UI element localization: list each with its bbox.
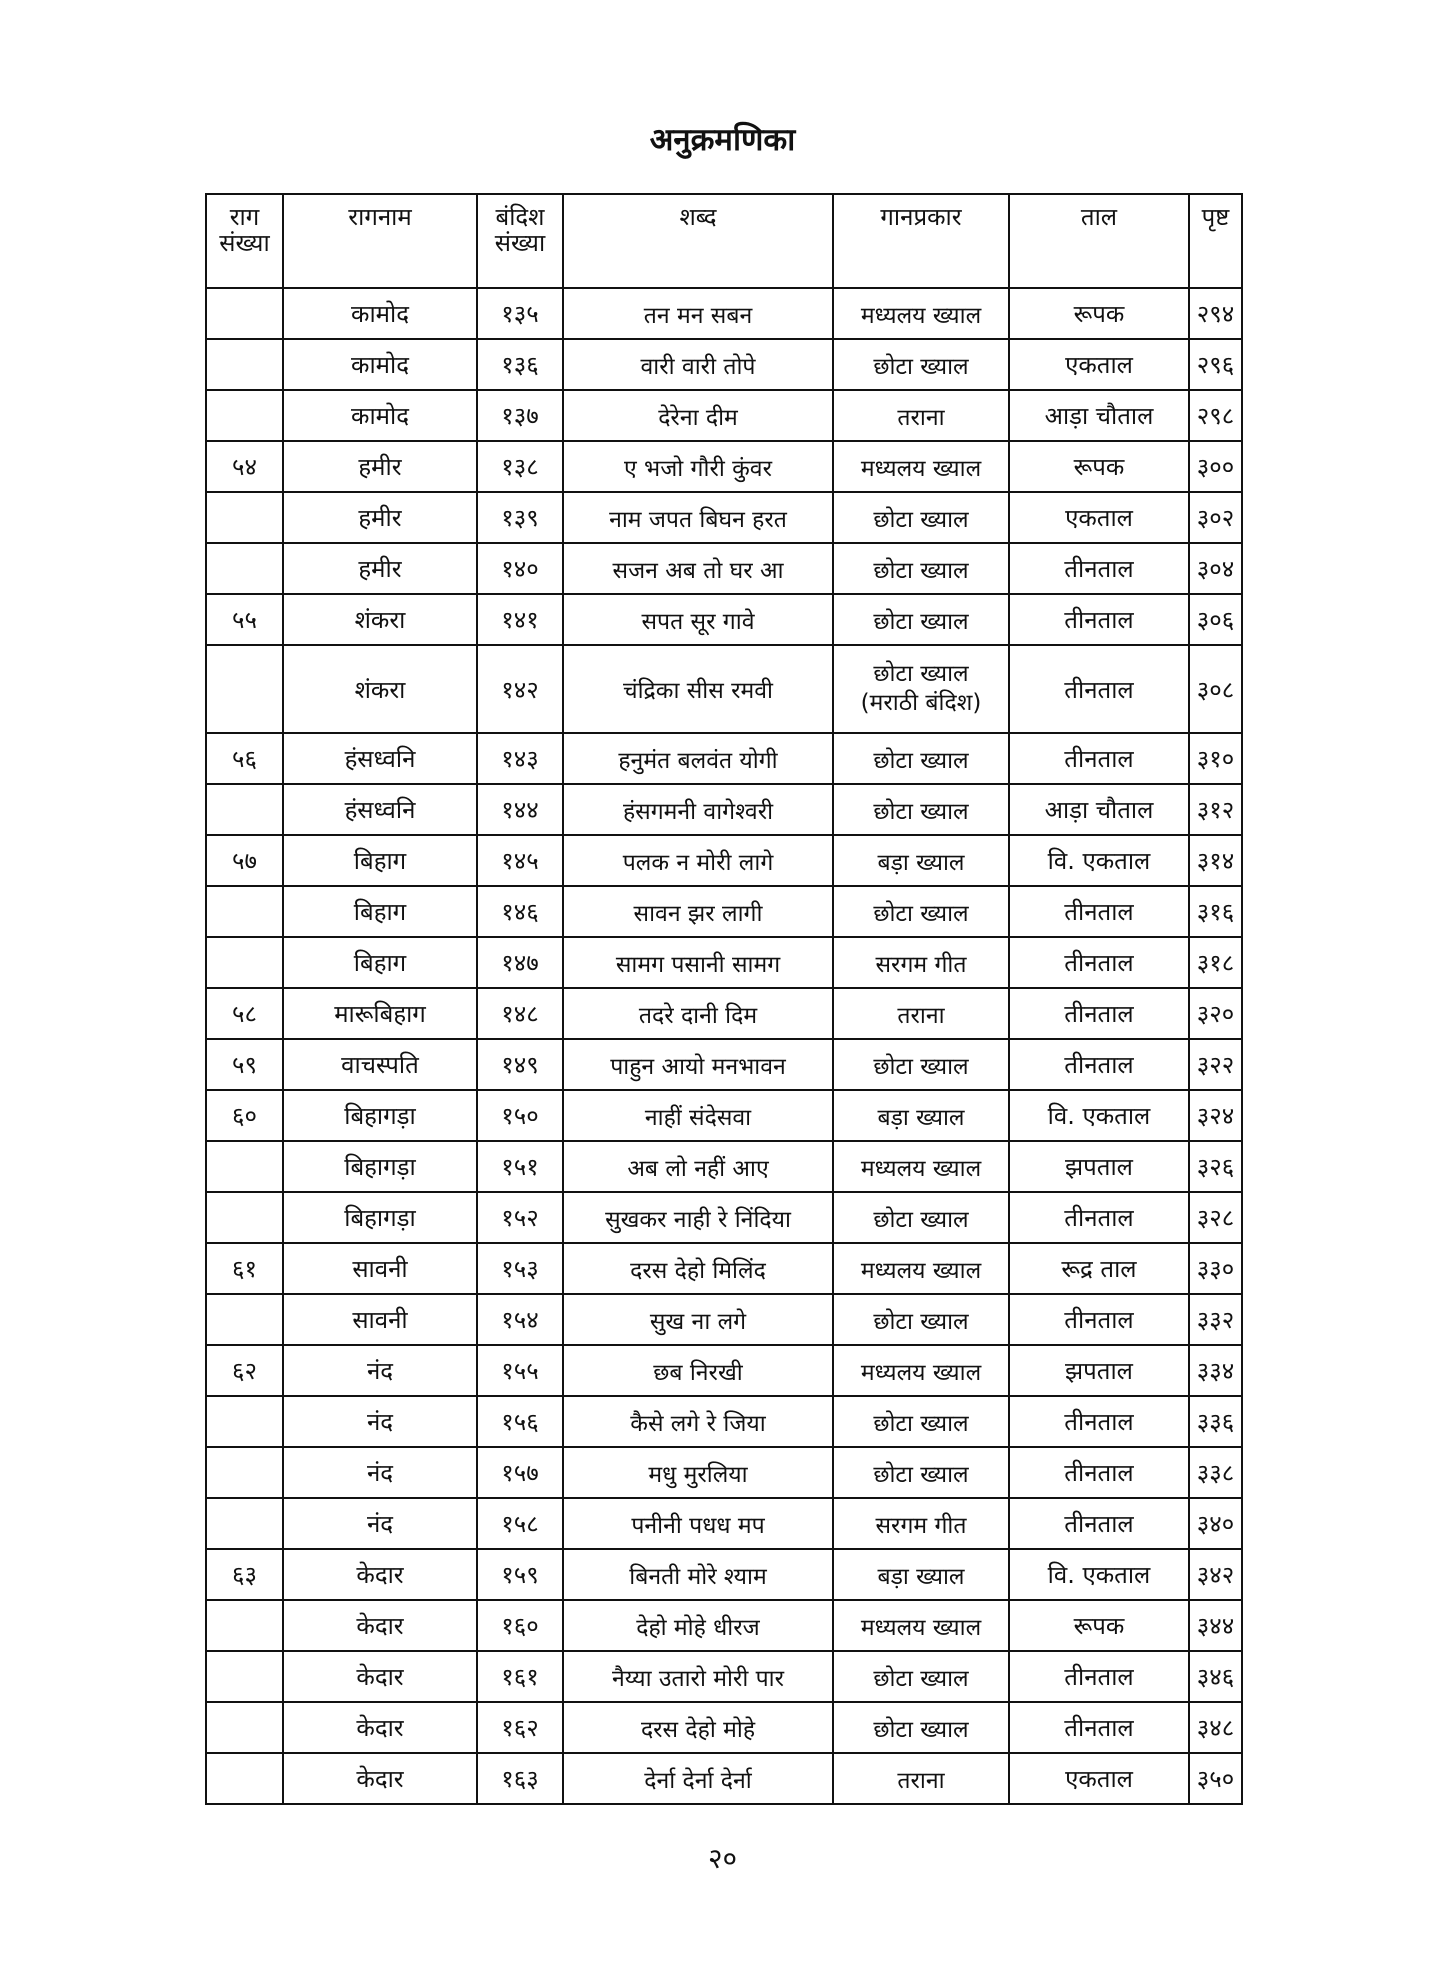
cell-gaanprakar: छोटा ख्याल	[833, 1651, 1009, 1702]
cell-raagnaam: सावनी	[283, 1243, 477, 1294]
cell-gaanprakar: छोटा ख्याल	[833, 594, 1009, 645]
cell-raag-sankhya	[206, 886, 283, 937]
table-header-row	[206, 194, 1242, 288]
cell-bandish-sankhya: १६१	[477, 1651, 563, 1702]
cell-raag-sankhya: ५७	[206, 835, 283, 886]
cell-prishth: ३२८	[1189, 1192, 1242, 1243]
cell-gaanprakar: छोटा ख्याल	[833, 1396, 1009, 1447]
cell-gaanprakar: तराना	[833, 390, 1009, 441]
cell-raagnaam: हमीर	[283, 543, 477, 594]
cell-gaanprakar: मध्यलय ख्याल	[833, 1243, 1009, 1294]
cell-raag-sankhya: ६०	[206, 1090, 283, 1141]
header-raag-sankhya: राग संख्या	[206, 194, 283, 288]
cell-raag-sankhya: ५५	[206, 594, 283, 645]
cell-gaanprakar: छोटा ख्याल	[833, 492, 1009, 543]
cell-gaanprakar: सरगम गीत	[833, 937, 1009, 988]
cell-gaanprakar: मध्यलय ख्याल	[833, 1141, 1009, 1192]
cell-gaanprakar: बड़ा ख्याल	[833, 835, 1009, 886]
cell-prishth: ३१०	[1189, 733, 1242, 784]
table-row	[206, 1651, 1242, 1702]
cell-taal: वि. एकताल	[1009, 835, 1189, 886]
cell-raag-sankhya	[206, 492, 283, 543]
cell-raag-sankhya	[206, 1192, 283, 1243]
cell-prishth: ३३६	[1189, 1396, 1242, 1447]
cell-shabd: नाहीं संदेसवा	[563, 1090, 833, 1141]
cell-prishth: ३४०	[1189, 1498, 1242, 1549]
cell-shabd: हनुमंत बलवंत योगी	[563, 733, 833, 784]
table-row	[206, 1549, 1242, 1600]
cell-raagnaam: कामोद	[283, 339, 477, 390]
cell-gaanprakar: छोटा ख्याल	[833, 1702, 1009, 1753]
cell-prishth: ३४६	[1189, 1651, 1242, 1702]
cell-taal: रूद्र ताल	[1009, 1243, 1189, 1294]
cell-raag-sankhya	[206, 784, 283, 835]
cell-prishth: ३०८	[1189, 645, 1242, 733]
cell-prishth: ३३०	[1189, 1243, 1242, 1294]
cell-bandish-sankhya: १३६	[477, 339, 563, 390]
cell-prishth: ३१६	[1189, 886, 1242, 937]
cell-raagnaam: बिहाग	[283, 937, 477, 988]
cell-raagnaam: शंकरा	[283, 594, 477, 645]
cell-bandish-sankhya: १४३	[477, 733, 563, 784]
cell-gaanprakar: मध्यलय ख्याल	[833, 1345, 1009, 1396]
cell-gaanprakar: छोटा ख्याल	[833, 1294, 1009, 1345]
cell-taal: आड़ा चौताल	[1009, 390, 1189, 441]
cell-raagnaam: हमीर	[283, 492, 477, 543]
cell-raag-sankhya	[206, 1396, 283, 1447]
cell-raag-sankhya	[206, 390, 283, 441]
cell-taal: रूपक	[1009, 441, 1189, 492]
cell-bandish-sankhya: १५८	[477, 1498, 563, 1549]
cell-bandish-sankhya: १४५	[477, 835, 563, 886]
table-row	[206, 1498, 1242, 1549]
cell-shabd: मधु मुरलिया	[563, 1447, 833, 1498]
cell-taal: तीनताल	[1009, 937, 1189, 988]
cell-prishth: २९६	[1189, 339, 1242, 390]
cell-taal: रूपक	[1009, 1600, 1189, 1651]
cell-shabd: छब निरखी	[563, 1345, 833, 1396]
cell-raag-sankhya: ६२	[206, 1345, 283, 1396]
cell-gaanprakar: सरगम गीत	[833, 1498, 1009, 1549]
table-row	[206, 1243, 1242, 1294]
cell-taal: रूपक	[1009, 288, 1189, 339]
cell-bandish-sankhya: १६०	[477, 1600, 563, 1651]
cell-taal: तीनताल	[1009, 1702, 1189, 1753]
cell-raagnaam: बिहागड़ा	[283, 1090, 477, 1141]
cell-raagnaam: नंद	[283, 1498, 477, 1549]
table-row	[206, 1753, 1242, 1804]
cell-taal: एकताल	[1009, 1753, 1189, 1804]
cell-prishth: ३३८	[1189, 1447, 1242, 1498]
cell-raagnaam: बिहाग	[283, 835, 477, 886]
cell-prishth: ३५०	[1189, 1753, 1242, 1804]
table-row	[206, 937, 1242, 988]
cell-taal: झपताल	[1009, 1141, 1189, 1192]
cell-shabd: बिनती मोरे श्याम	[563, 1549, 833, 1600]
cell-raag-sankhya	[206, 937, 283, 988]
cell-taal: तीनताल	[1009, 594, 1189, 645]
table-row	[206, 543, 1242, 594]
cell-gaanprakar: छोटा ख्याल	[833, 339, 1009, 390]
cell-raag-sankhya: ५६	[206, 733, 283, 784]
cell-bandish-sankhya: १६२	[477, 1702, 563, 1753]
cell-taal: तीनताल	[1009, 1447, 1189, 1498]
cell-raagnaam: वाचस्पति	[283, 1039, 477, 1090]
cell-gaanprakar: छोटा ख्याल	[833, 886, 1009, 937]
cell-taal: एकताल	[1009, 339, 1189, 390]
cell-raagnaam: नंद	[283, 1396, 477, 1447]
cell-raag-sankhya: ६१	[206, 1243, 283, 1294]
cell-shabd: देहो मोहे धीरज	[563, 1600, 833, 1651]
cell-raagnaam: केदार	[283, 1600, 477, 1651]
index-table	[205, 193, 1243, 1805]
cell-bandish-sankhya: १३८	[477, 441, 563, 492]
cell-shabd: सावन झर लागी	[563, 886, 833, 937]
table-row	[206, 645, 1242, 733]
table-row	[206, 1702, 1242, 1753]
cell-raagnaam: हमीर	[283, 441, 477, 492]
cell-gaanprakar: छोटा ख्याल	[833, 543, 1009, 594]
header-prishth: पृष्ट	[1189, 194, 1242, 288]
cell-prishth: ३१४	[1189, 835, 1242, 886]
cell-bandish-sankhya: १५५	[477, 1345, 563, 1396]
cell-taal: आड़ा चौताल	[1009, 784, 1189, 835]
cell-raag-sankhya	[206, 339, 283, 390]
table-row	[206, 1141, 1242, 1192]
cell-raagnaam: नंद	[283, 1345, 477, 1396]
cell-raagnaam: बिहाग	[283, 886, 477, 937]
cell-shabd: नाम जपत बिघन हरत	[563, 492, 833, 543]
header-raagnaam: रागनाम	[283, 194, 477, 288]
cell-taal: वि. एकताल	[1009, 1090, 1189, 1141]
cell-bandish-sankhya: १५१	[477, 1141, 563, 1192]
header-shabd: शब्द	[563, 194, 833, 288]
header-taal: ताल	[1009, 194, 1189, 288]
table-row	[206, 1345, 1242, 1396]
cell-gaanprakar: छोटा ख्याल	[833, 784, 1009, 835]
cell-shabd: अब लो नहीं आए	[563, 1141, 833, 1192]
cell-gaanprakar: बड़ा ख्याल	[833, 1549, 1009, 1600]
cell-gaanprakar: मध्यलय ख्याल	[833, 441, 1009, 492]
cell-raagnaam: मारूबिहाग	[283, 988, 477, 1039]
cell-taal: तीनताल	[1009, 645, 1189, 733]
cell-raag-sankhya	[206, 288, 283, 339]
cell-shabd: तदरे दानी दिम	[563, 988, 833, 1039]
cell-shabd: तन मन सबन	[563, 288, 833, 339]
cell-raagnaam: कामोद	[283, 288, 477, 339]
cell-taal: तीनताल	[1009, 988, 1189, 1039]
cell-shabd: देर्ना देर्ना देर्ना	[563, 1753, 833, 1804]
cell-gaanprakar: तराना	[833, 988, 1009, 1039]
cell-taal: तीनताल	[1009, 1498, 1189, 1549]
cell-bandish-sankhya: १४६	[477, 886, 563, 937]
cell-shabd: सपत सूर गावे	[563, 594, 833, 645]
cell-prishth: ३४४	[1189, 1600, 1242, 1651]
table-row	[206, 988, 1242, 1039]
table-row	[206, 1447, 1242, 1498]
cell-raag-sankhya: ५९	[206, 1039, 283, 1090]
table-row	[206, 390, 1242, 441]
cell-shabd: दरस देहो मिलिंद	[563, 1243, 833, 1294]
cell-bandish-sankhya: १४४	[477, 784, 563, 835]
cell-gaanprakar: छोटा ख्याल	[833, 1192, 1009, 1243]
cell-raagnaam: शंकरा	[283, 645, 477, 733]
cell-shabd: चंद्रिका सीस रमवी	[563, 645, 833, 733]
gaanprakar-note: (मराठी बंदिश)	[860, 690, 982, 716]
cell-bandish-sankhya: १४२	[477, 645, 563, 733]
cell-prishth: ३०६	[1189, 594, 1242, 645]
page-title: अनुक्रमणिका	[649, 122, 796, 158]
cell-raag-sankhya: ५४	[206, 441, 283, 492]
cell-taal: वि. एकताल	[1009, 1549, 1189, 1600]
cell-raag-sankhya	[206, 1651, 283, 1702]
cell-prishth: ३२२	[1189, 1039, 1242, 1090]
cell-raagnaam: केदार	[283, 1753, 477, 1804]
cell-raag-sankhya	[206, 1141, 283, 1192]
cell-prishth: ३१२	[1189, 784, 1242, 835]
table-body	[206, 288, 1242, 1804]
cell-raag-sankhya	[206, 543, 283, 594]
cell-prishth: ३२६	[1189, 1141, 1242, 1192]
cell-prishth: ३००	[1189, 441, 1242, 492]
cell-prishth: २९८	[1189, 390, 1242, 441]
cell-gaanprakar	[833, 645, 1009, 733]
cell-gaanprakar: बड़ा ख्याल	[833, 1090, 1009, 1141]
cell-bandish-sankhya: १४०	[477, 543, 563, 594]
cell-raag-sankhya	[206, 1702, 283, 1753]
table-row	[206, 594, 1242, 645]
table-row	[206, 1396, 1242, 1447]
cell-raagnaam: केदार	[283, 1651, 477, 1702]
table-row	[206, 784, 1242, 835]
cell-taal: एकताल	[1009, 492, 1189, 543]
cell-bandish-sankhya: १३७	[477, 390, 563, 441]
cell-shabd: सजन अब तो घर आ	[563, 543, 833, 594]
cell-shabd: ए भजो गौरी कुंवर	[563, 441, 833, 492]
cell-shabd: हंसगमनी वागेश्वरी	[563, 784, 833, 835]
cell-gaanprakar: मध्यलय ख्याल	[833, 288, 1009, 339]
cell-prishth: ३२०	[1189, 988, 1242, 1039]
cell-bandish-sankhya: १५९	[477, 1549, 563, 1600]
cell-gaanprakar: छोटा ख्याल	[833, 1447, 1009, 1498]
cell-bandish-sankhya: १५०	[477, 1090, 563, 1141]
cell-taal: तीनताल	[1009, 1396, 1189, 1447]
cell-prishth: ३०४	[1189, 543, 1242, 594]
cell-shabd: पाहुन आयो मनभावन	[563, 1039, 833, 1090]
page-number: २०	[707, 1842, 738, 1875]
cell-taal: झपताल	[1009, 1345, 1189, 1396]
cell-bandish-sankhya: १५६	[477, 1396, 563, 1447]
cell-bandish-sankhya: १५३	[477, 1243, 563, 1294]
cell-bandish-sankhya: १५४	[477, 1294, 563, 1345]
cell-prishth: ३१८	[1189, 937, 1242, 988]
cell-prishth: ३३२	[1189, 1294, 1242, 1345]
cell-raagnaam: केदार	[283, 1549, 477, 1600]
cell-prishth: ३०२	[1189, 492, 1242, 543]
cell-raagnaam: बिहागड़ा	[283, 1192, 477, 1243]
cell-raag-sankhya	[206, 645, 283, 733]
cell-taal: तीनताल	[1009, 1294, 1189, 1345]
cell-bandish-sankhya: १३९	[477, 492, 563, 543]
cell-raagnaam: नंद	[283, 1447, 477, 1498]
gaanprakar-line: छोटा ख्याल	[873, 661, 969, 688]
table-row	[206, 288, 1242, 339]
cell-raag-sankhya	[206, 1447, 283, 1498]
cell-raag-sankhya	[206, 1600, 283, 1651]
cell-prishth: ३४८	[1189, 1702, 1242, 1753]
cell-raagnaam: केदार	[283, 1702, 477, 1753]
cell-raag-sankhya	[206, 1498, 283, 1549]
table-row	[206, 1294, 1242, 1345]
header-bandish-sankhya: बंदिश संख्या	[477, 194, 563, 288]
cell-bandish-sankhya: १५२	[477, 1192, 563, 1243]
cell-taal: तीनताल	[1009, 1039, 1189, 1090]
table-row	[206, 733, 1242, 784]
cell-taal: तीनताल	[1009, 1192, 1189, 1243]
cell-shabd: नैय्या उतारो मोरी पार	[563, 1651, 833, 1702]
cell-shabd: सुखकर नाही रे निंदिया	[563, 1192, 833, 1243]
cell-shabd: दरस देहो मोहे	[563, 1702, 833, 1753]
cell-raag-sankhya	[206, 1753, 283, 1804]
cell-raagnaam: हंसध्वनि	[283, 733, 477, 784]
table-row	[206, 886, 1242, 937]
cell-gaanprakar: छोटा ख्याल	[833, 1039, 1009, 1090]
cell-raagnaam: बिहागड़ा	[283, 1141, 477, 1192]
cell-prishth: ३४२	[1189, 1549, 1242, 1600]
cell-shabd: सामग पसानी सामग	[563, 937, 833, 988]
table-row	[206, 835, 1242, 886]
cell-taal: तीनताल	[1009, 1651, 1189, 1702]
cell-raag-sankhya: ६३	[206, 1549, 283, 1600]
cell-raagnaam: हंसध्वनि	[283, 784, 477, 835]
table-row	[206, 339, 1242, 390]
cell-raag-sankhya: ५८	[206, 988, 283, 1039]
cell-shabd: पलक न मोरी लागे	[563, 835, 833, 886]
cell-prishth: ३२४	[1189, 1090, 1242, 1141]
cell-shabd: देरेना दीम	[563, 390, 833, 441]
cell-bandish-sankhya: १५७	[477, 1447, 563, 1498]
cell-bandish-sankhya: १४७	[477, 937, 563, 988]
cell-prishth: ३३४	[1189, 1345, 1242, 1396]
cell-taal: तीनताल	[1009, 733, 1189, 784]
cell-bandish-sankhya: १४८	[477, 988, 563, 1039]
table-row	[206, 492, 1242, 543]
cell-gaanprakar: छोटा ख्याल	[833, 733, 1009, 784]
cell-bandish-sankhya: १४९	[477, 1039, 563, 1090]
cell-shabd: सुख ना लगे	[563, 1294, 833, 1345]
cell-gaanprakar: तराना	[833, 1753, 1009, 1804]
cell-raagnaam: कामोद	[283, 390, 477, 441]
cell-raag-sankhya	[206, 1294, 283, 1345]
cell-shabd: पनीनी पधध मप	[563, 1498, 833, 1549]
cell-taal: तीनताल	[1009, 543, 1189, 594]
cell-shabd: वारी वारी तोपे	[563, 339, 833, 390]
table-row	[206, 1600, 1242, 1651]
table-row	[206, 1039, 1242, 1090]
cell-gaanprakar: मध्यलय ख्याल	[833, 1600, 1009, 1651]
header-gaanprakar: गानप्रकार	[833, 194, 1009, 288]
cell-prishth: २९४	[1189, 288, 1242, 339]
table-row	[206, 441, 1242, 492]
cell-bandish-sankhya: १६३	[477, 1753, 563, 1804]
cell-bandish-sankhya: १३५	[477, 288, 563, 339]
cell-raagnaam: सावनी	[283, 1294, 477, 1345]
cell-taal: तीनताल	[1009, 886, 1189, 937]
cell-bandish-sankhya: १४१	[477, 594, 563, 645]
cell-shabd: कैसे लगे रे जिया	[563, 1396, 833, 1447]
table-row	[206, 1192, 1242, 1243]
table-row	[206, 1090, 1242, 1141]
